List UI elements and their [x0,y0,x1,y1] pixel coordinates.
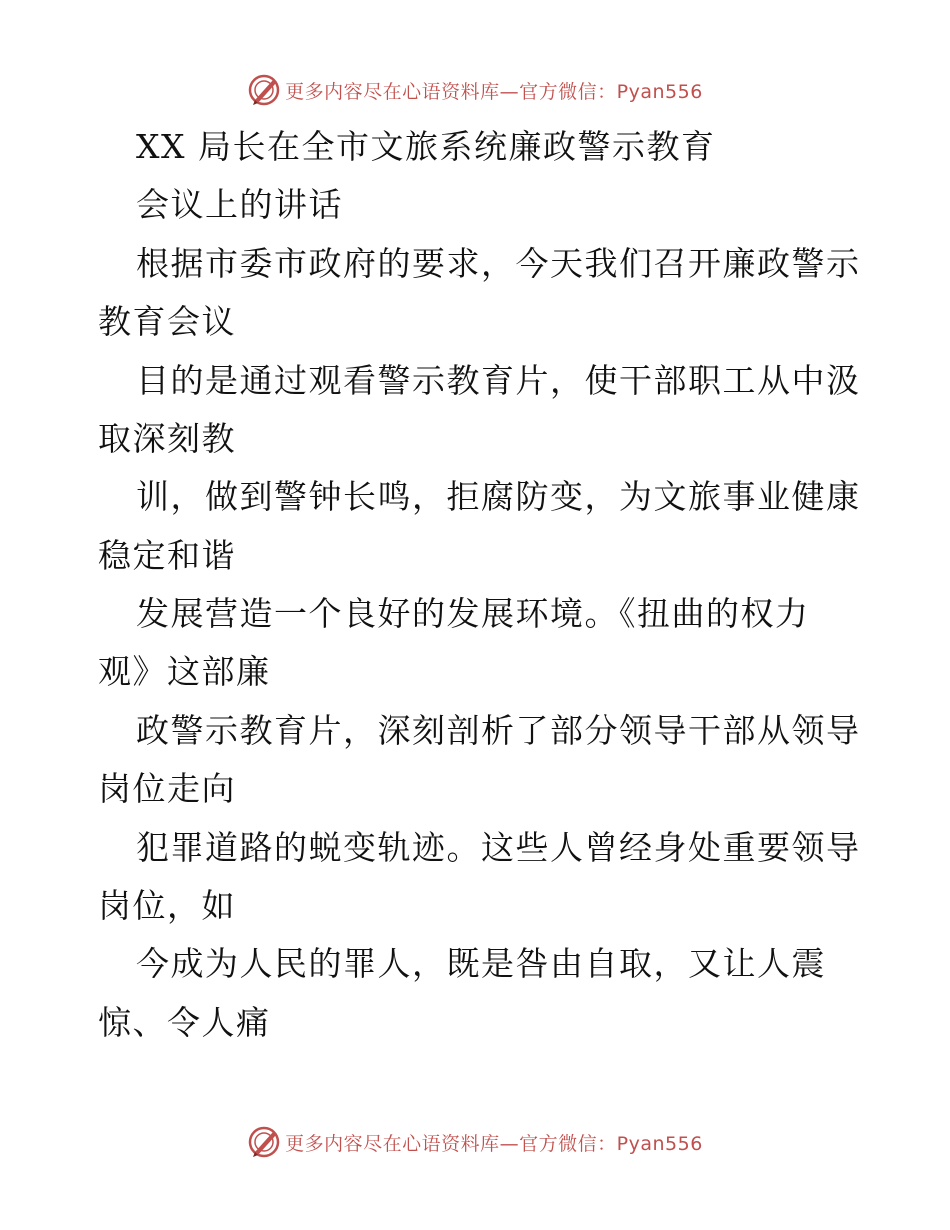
doc-line: 政警示教育片，深刻剖析了部分领导干部从领导 [136,711,861,750]
doc-line: 犯罪道路的蜕变轨迹。这些人曾经身处重要领导 [136,828,861,867]
doc-line: 岗位走向 [98,769,236,808]
doc-line: 根据市委市政府的要求，今天我们召开廉政警示 [136,244,861,283]
doc-line: 发展营造一个良好的发展环境。《扭曲的权力 [136,594,810,633]
banner-text: 更多内容尽在心语资料库—官方微信：Pyan556 [285,80,703,103]
doc-line: 教育会议 [98,302,236,341]
pen-seal-logo-icon [247,1125,281,1159]
header-banner [0,70,950,110]
doc-line: 观》这部廉 [98,652,271,691]
doc-line: 目的是通过观看警示教育片，使干部职工从中汲 [136,361,861,400]
doc-line: 岗位，如 [98,886,236,925]
doc-line: XX 局长在全市文旅系统廉政警示教育 [136,127,716,166]
doc-line: 取深刻教 [98,419,236,458]
doc-line: 稳定和谐 [98,536,236,575]
doc-line: 惊、令人痛 [98,1003,271,1042]
footer-banner [0,1122,950,1162]
doc-line: 今成为人民的罪人，既是咎由自取，又让人震 [136,944,826,983]
doc-line: 会议上的讲话 [136,185,343,224]
doc-line: 训，做到警钟长鸣，拒腐防变，为文旅事业健康 [136,477,861,516]
pen-seal-logo-icon [247,73,281,107]
banner-text: 更多内容尽在心语资料库—官方微信：Pyan556 [285,1132,703,1155]
